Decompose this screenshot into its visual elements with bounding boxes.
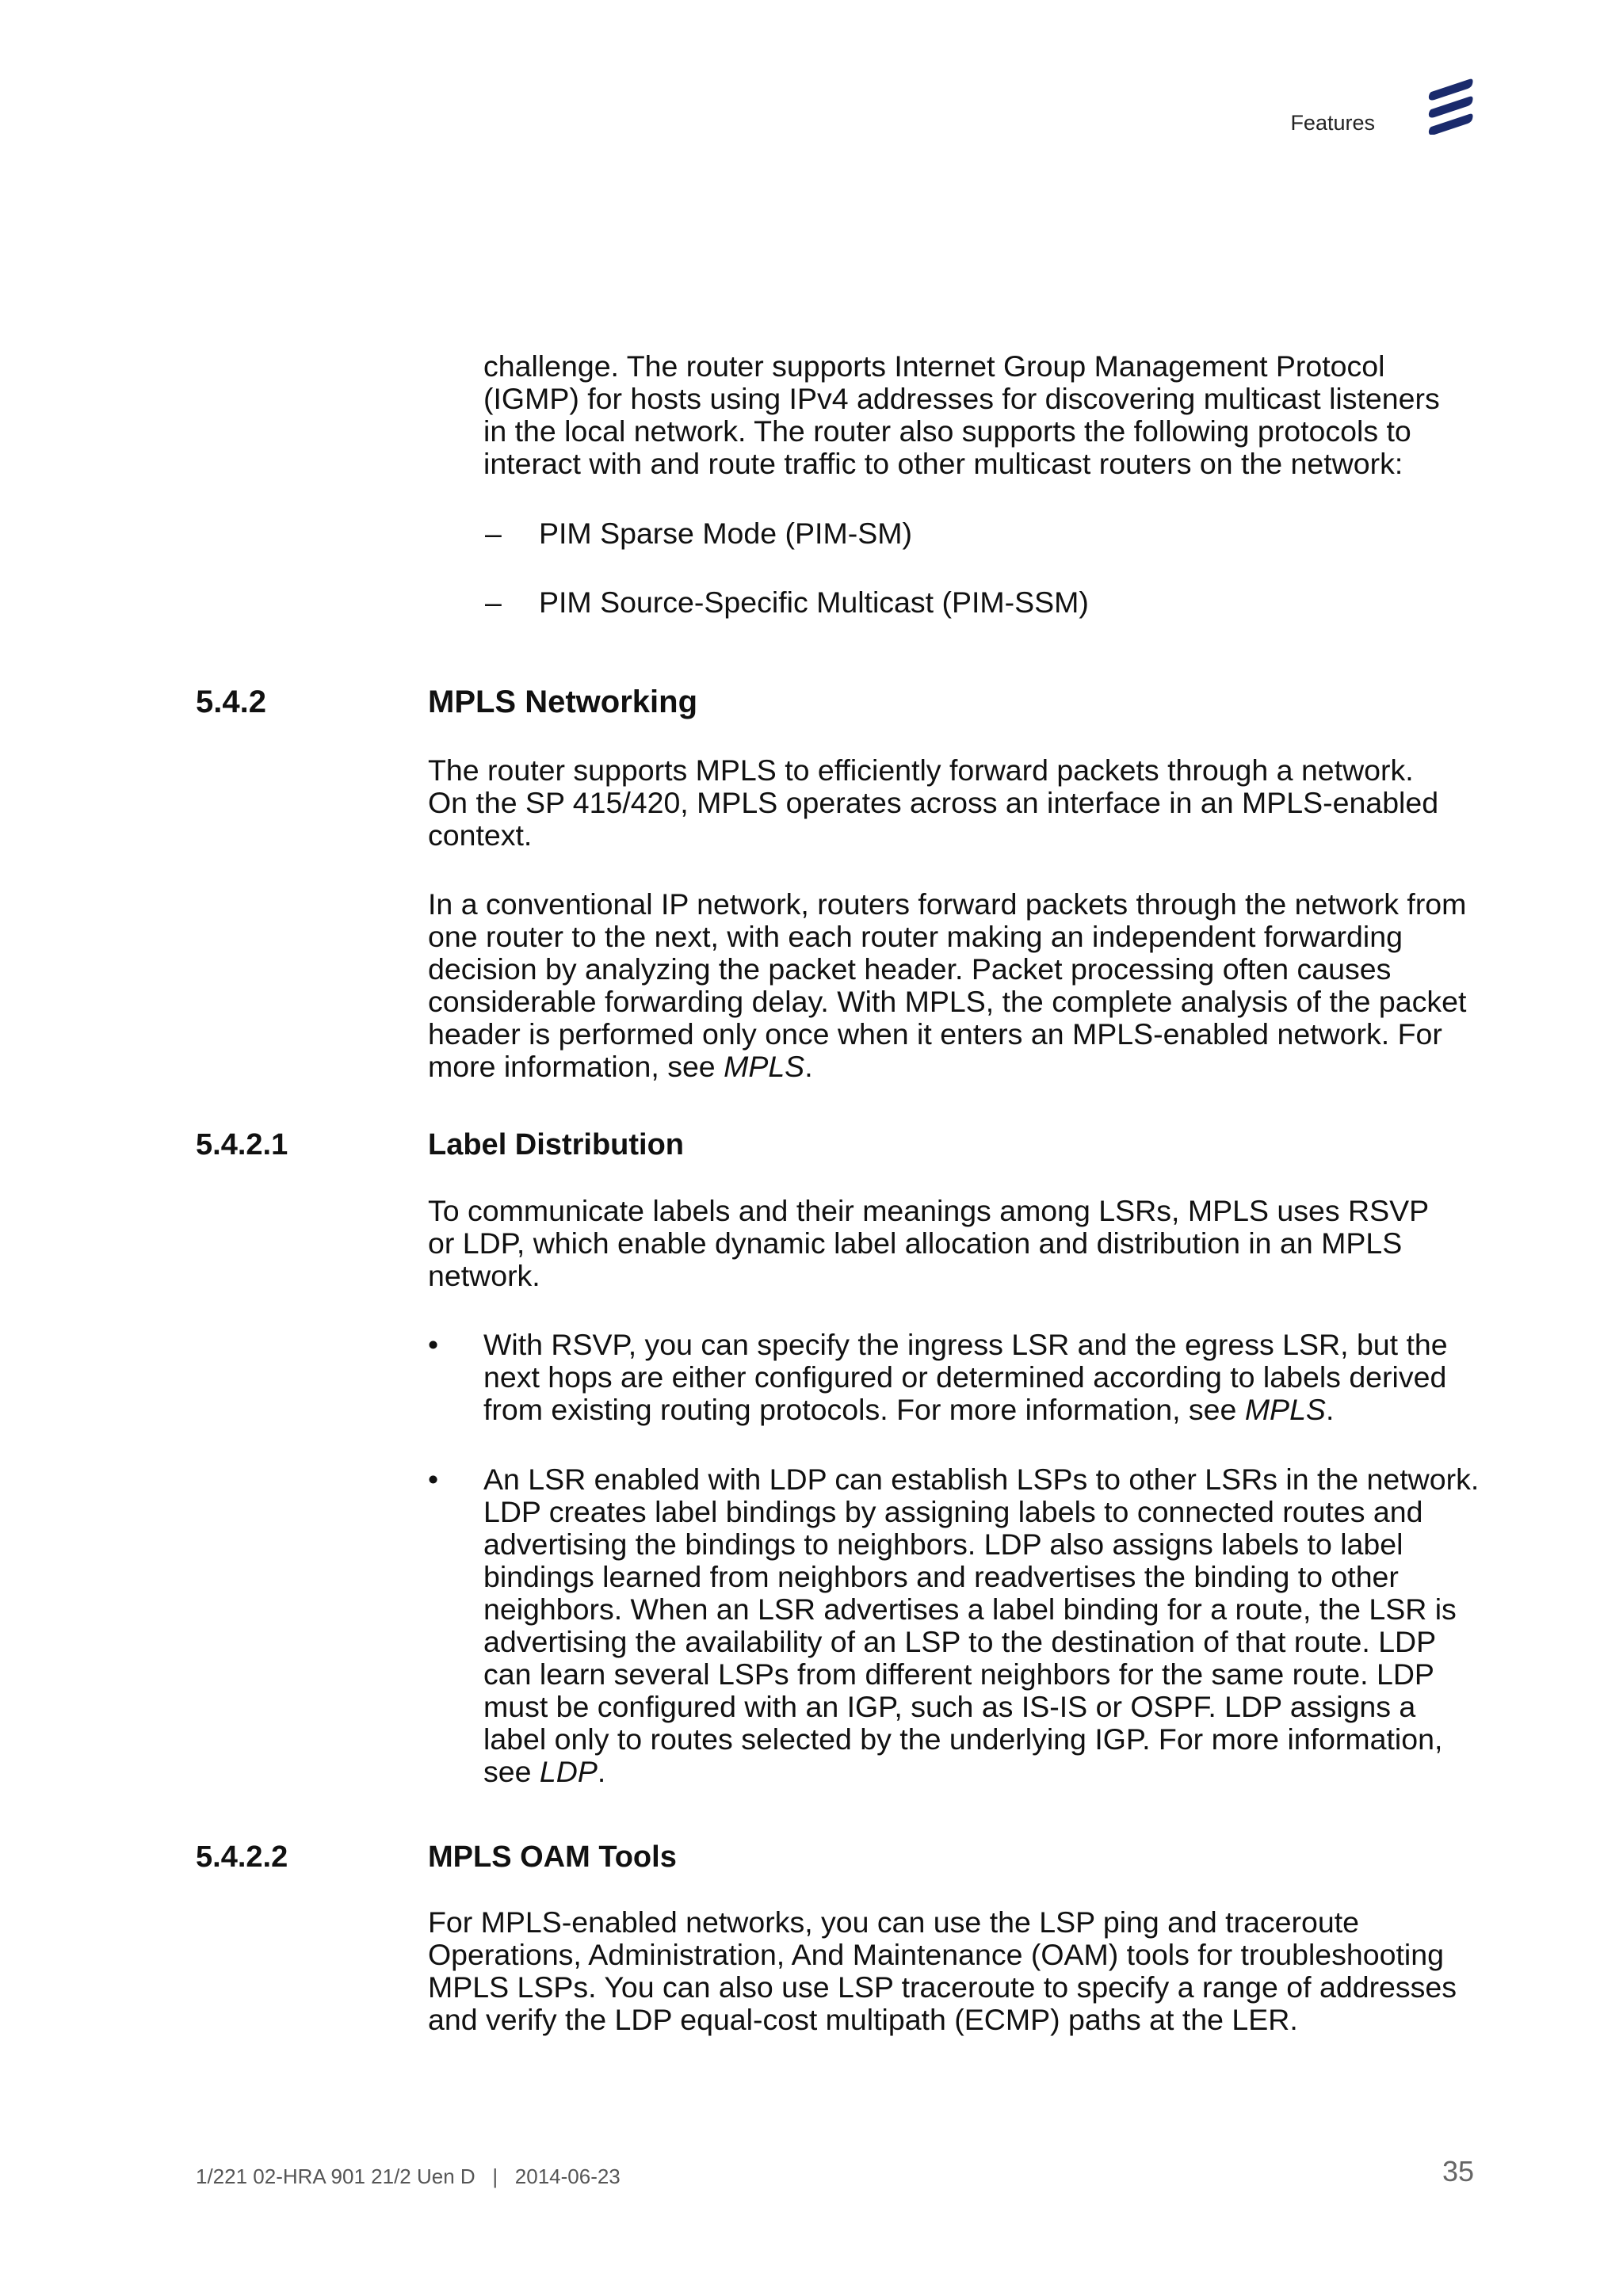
text-line: (IGMP) for hosts using IPv4 addresses for discovering multicast listeners xyxy=(483,382,1440,415)
section-title: MPLS Networking xyxy=(428,685,698,719)
text-line: decision by analyzing the packet header. Packet processing often causes xyxy=(428,952,1392,986)
text-span: from existing routing protocols. For more information, see xyxy=(483,1393,1245,1426)
text-line: MPLS LSPs. You can also use LSP traceroute to specify a range of addresses xyxy=(428,1970,1457,2004)
text-line xyxy=(428,1051,1466,1083)
ericsson-logo-icon xyxy=(1426,74,1476,135)
paragraph xyxy=(428,754,1438,852)
paragraph xyxy=(428,1906,1457,2036)
text-span: more information, see xyxy=(428,1050,724,1083)
text-line: On the SP 415/420, MPLS operates across an interface in an MPLS-enabled xyxy=(428,786,1439,819)
text-line: one router to the next, with each router making an independent forwarding xyxy=(428,920,1403,953)
footer-document-reference: 1/221 02-HRA 901 21/2 Uen D | 2014-06-23 xyxy=(196,2164,621,2188)
page-number: 35 xyxy=(1442,2155,1474,2187)
text-line: context. xyxy=(428,818,533,852)
section-number: 5.4.2.2 xyxy=(196,1840,288,1874)
text-line: can learn several LSPs from different neighbors for the same route. LDP xyxy=(483,1657,1434,1691)
text-line: bindings learned from neighbors and readvertises the binding to other xyxy=(483,1560,1399,1593)
section-title: MPLS OAM Tools xyxy=(428,1840,677,1874)
section-number: 5.4.2.1 xyxy=(196,1128,288,1161)
mpls-reference-link[interactable]: MPLS xyxy=(724,1050,805,1083)
paragraph xyxy=(428,1195,1429,1292)
mpls-reference-link[interactable]: MPLS xyxy=(1244,1393,1326,1426)
list-item-text: PIM Source-Specific Multicast (PIM-SSM) xyxy=(539,585,1089,619)
text-line: and verify the LDP equal-cost multipath (ECMP) paths at the LER. xyxy=(428,2003,1298,2036)
bullet-marker: • xyxy=(428,1463,439,1496)
text-line: advertising the bindings to neighbors. LDP also assigns labels to label xyxy=(483,1527,1403,1561)
text-span: see xyxy=(483,1755,540,1788)
list-item-text: PIM Sparse Mode (PIM-SM) xyxy=(539,517,912,550)
text-line: network. xyxy=(428,1259,540,1292)
text-span: . xyxy=(1325,1393,1335,1426)
text-line: For MPLS-enabled networks, you can use the LSP ping and traceroute xyxy=(428,1905,1360,1939)
bullet-marker: • xyxy=(428,1328,439,1361)
text-line: interact with and route traffic to other multicast routers on the network: xyxy=(483,447,1403,480)
text-line: neighbors. When an LSR advertises a label binding for a route, the LSR is xyxy=(483,1592,1457,1626)
text-line: LDP creates label bindings by assigning labels to connected routes and xyxy=(483,1495,1423,1528)
dash-marker: – xyxy=(485,585,502,619)
text-line: next hops are either configured or determined according to labels derived xyxy=(483,1360,1447,1394)
text-line: Operations, Administration, And Maintenance (OAM) tools for troubleshooting xyxy=(428,1938,1444,1971)
text-line: header is performed only once when it enters an MPLS-enabled network. For xyxy=(428,1017,1442,1051)
paragraph xyxy=(428,888,1466,1083)
text-line xyxy=(483,1394,1448,1426)
text-line: or LDP, which enable dynamic label allocation and distribution in an MPLS xyxy=(428,1226,1403,1260)
text-line xyxy=(483,1756,1479,1788)
text-line: must be configured with an IGP, such as IS-IS or OSPF. LDP assigns a xyxy=(483,1690,1416,1723)
intro-paragraph xyxy=(483,350,1440,480)
text-span: . xyxy=(597,1755,606,1788)
text-line: advertising the availability of an LSP to the destination of that route. LDP xyxy=(483,1625,1437,1658)
text-line: in the local network. The router also supports the following protocols to xyxy=(483,414,1411,448)
header-section-label: Features xyxy=(1290,111,1375,135)
text-line: considerable forwarding delay. With MPLS, the complete analysis of the packet xyxy=(428,985,1467,1018)
list-item-text xyxy=(483,1463,1479,1788)
section-title: Label Distribution xyxy=(428,1128,684,1161)
text-line: An LSR enabled with LDP can establish LSPs to other LSRs in the network. xyxy=(483,1463,1480,1496)
text-line: To communicate labels and their meanings among LSRs, MPLS uses RSVP xyxy=(428,1194,1430,1227)
ldp-reference-link[interactable]: LDP xyxy=(539,1755,598,1788)
dash-marker: – xyxy=(485,517,502,550)
text-line: challenge. The router supports Internet Group Management Protocol xyxy=(483,349,1385,383)
text-line: The router supports MPLS to efficiently forward packets through a network. xyxy=(428,753,1414,787)
text-line: In a conventional IP network, routers forward packets through the network from xyxy=(428,887,1467,921)
section-number: 5.4.2 xyxy=(196,685,266,719)
text-span: . xyxy=(804,1050,813,1083)
text-line: label only to routes selected by the underlying IGP. For more information, xyxy=(483,1722,1443,1756)
text-line: With RSVP, you can specify the ingress LSR and the egress LSR, but the xyxy=(483,1328,1448,1361)
list-item-text xyxy=(483,1329,1448,1426)
